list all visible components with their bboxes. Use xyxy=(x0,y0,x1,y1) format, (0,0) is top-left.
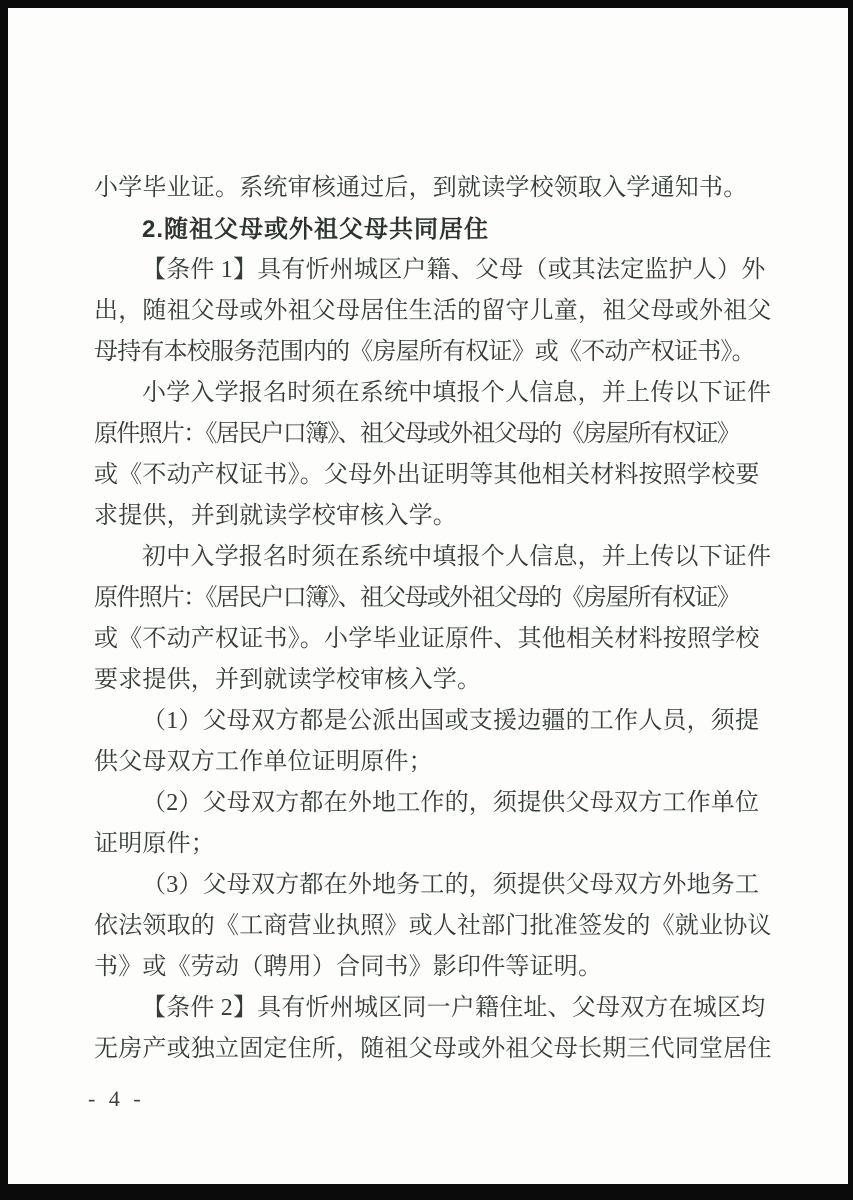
text-line: 初中入学报名时须在系统中填报个人信息，并上传以下证件 xyxy=(142,544,772,570)
text-line: 证明原件； xyxy=(94,831,215,857)
text-line: 或《不动产权证书》。小学毕业证原件、其他相关材料按照学校 xyxy=(94,626,760,652)
list-item-1-line: （1）父母双方都是公派出国或支援边疆的工作人员，须提 xyxy=(142,708,760,734)
condition-2-line: 【条件 2】具有忻州城区同一户籍住址、父母双方在城区均 xyxy=(142,995,766,1021)
text-line: 或《不动产权证书》。父母外出证明等其他相关材料按照学校要 xyxy=(94,462,760,488)
text-line: 依法领取的《工商营业执照》或人社部门批准签发的《就业协议 xyxy=(94,913,772,939)
text-line: 出，随祖父母或外祖父母居住生活的留守儿童，祖父母或外祖父 xyxy=(94,298,772,324)
text-line: 小学毕业证。系统审核通过后，到就读学校领取入学通知书。 xyxy=(94,175,748,201)
section-heading: 2.随祖父母或外祖父母共同居住 xyxy=(142,216,490,243)
text-line: 母持有本校服务范围内的《房屋所有权证》或《不动产权证书》。 xyxy=(94,339,755,365)
text-line: 小学入学报名时须在系统中填报个人信息，并上传以下证件 xyxy=(142,380,772,406)
text-line: 无房产或独立固定住所，随祖父母或外祖父母长期三代同堂居住 xyxy=(94,1036,772,1062)
page-number: - 4 - xyxy=(88,1086,145,1111)
condition-1-line: 【条件 1】具有忻州城区户籍、父母（或其法定监护人）外 xyxy=(142,257,766,283)
list-item-2-line: （2）父母双方都在外地工作的，须提供父母双方工作单位 xyxy=(142,790,760,816)
list-item-3-line: （3）父母双方都在外地务工的，须提供父母双方外地务工 xyxy=(142,872,760,898)
text-line: 求提供，并到就读学校审核入学。 xyxy=(94,503,457,529)
text-line: 原件照片：《居民户口簿》、祖父母或外祖父母的《房屋所有权证》 xyxy=(94,585,739,611)
text-line: 原件照片：《居民户口簿》、祖父母或外祖父母的《房屋所有权证》 xyxy=(94,421,739,447)
text-line: 要求提供，并到就读学校审核入学。 xyxy=(94,667,482,693)
document-page xyxy=(8,8,848,1184)
text-line: 书》或《劳动（聘用）合同书》影印件等证明。 xyxy=(94,954,603,980)
text-line: 供父母双方工作单位证明原件； xyxy=(94,749,433,775)
document-body xyxy=(94,168,784,1070)
